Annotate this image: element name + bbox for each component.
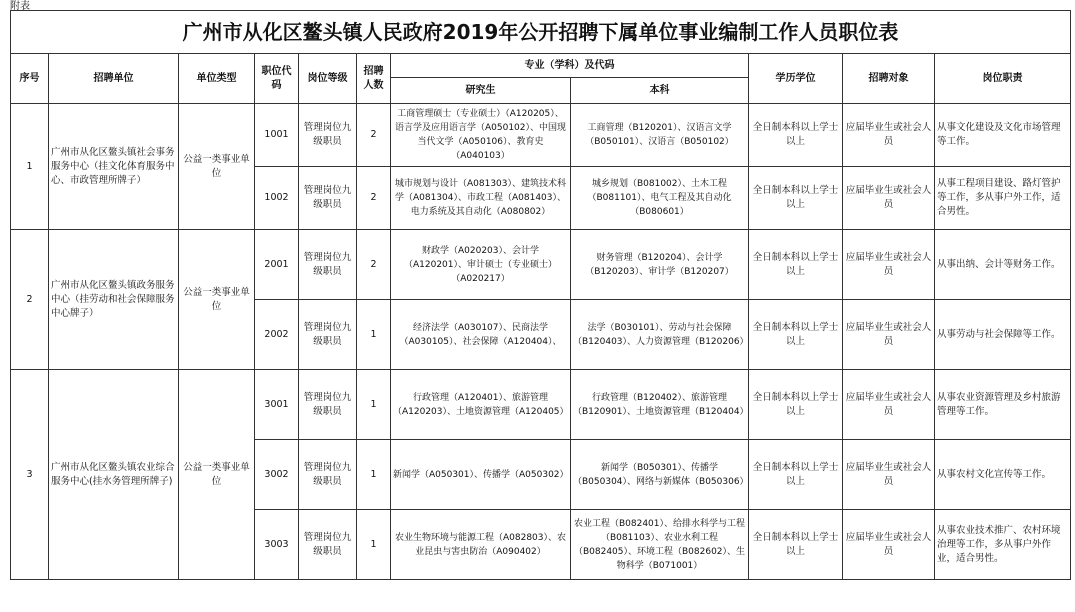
target-cell: 应届毕业生或社会人员 (843, 230, 935, 300)
header-unit: 招聘单位 (49, 54, 179, 104)
seq-cell: 2 (11, 230, 49, 370)
duty-cell: 从事工程项目建设、路灯管护等工作，多从事户外工作，适合男性。 (935, 167, 1071, 230)
code-cell: 2001 (255, 230, 299, 300)
count-cell: 2 (357, 167, 391, 230)
count-cell: 1 (357, 300, 391, 370)
table-row (11, 104, 1071, 167)
header-degree: 学历学位 (749, 54, 843, 104)
header-unit-type: 单位类型 (179, 54, 255, 104)
header-seq: 序号 (11, 54, 49, 104)
code-cell: 3003 (255, 510, 299, 580)
degree-cell: 全日制本科以上学士以上 (749, 104, 843, 167)
unit-cell: 广州市从化区鳌头镇农业综合服务中心(挂水务管理所牌子) (49, 370, 179, 580)
undergrad-cell: 新闻学（B050301）、传播学（B050304）、网络与新媒体（B050306） (571, 440, 749, 510)
count-cell: 1 (357, 440, 391, 510)
header-target: 招聘对象 (843, 54, 935, 104)
degree-cell: 全日制本科以上学士以上 (749, 230, 843, 300)
grad-cell: 城市规划与设计（A081303）、建筑技术科学（A081304）、市政工程（A081403）、电力系统及其自动化（A080802） (391, 167, 571, 230)
duty-cell: 从事文化建设及文化市场管理等工作。 (935, 104, 1071, 167)
target-cell: 应届毕业生或社会人员 (843, 370, 935, 440)
degree-cell: 全日制本科以上学士以上 (749, 370, 843, 440)
count-cell: 1 (357, 370, 391, 440)
unit-type-cell: 公益一类事业单位 (179, 370, 255, 580)
degree-cell: 全日制本科以上学士以上 (749, 300, 843, 370)
undergrad-cell: 行政管理（B120402）、旅游管理（B120901）、土地资源管理（B120404） (571, 370, 749, 440)
duty-cell: 从事农业资源管理及乡村旅游管理等工作。 (935, 370, 1071, 440)
duty-cell: 从事劳动与社会保障等工作。 (935, 300, 1071, 370)
undergrad-cell: 法学（B030101）、劳动与社会保障（B120403）、人力资源管理（B120206） (571, 300, 749, 370)
level-cell: 管理岗位九级职员 (299, 104, 357, 167)
unit-cell: 广州市从化区鳌头镇社会事务服务中心（挂文化体育服务中心、市政管理所牌子） (49, 104, 179, 230)
level-cell: 管理岗位九级职员 (299, 510, 357, 580)
level-cell: 管理岗位九级职员 (299, 440, 357, 510)
degree-cell: 全日制本科以上学士以上 (749, 440, 843, 510)
grad-cell: 财政学（A020203）、会计学（A120201）、审计硕士（专业硕士）（A020217） (391, 230, 571, 300)
grad-cell: 行政管理（A120401）、旅游管理（A120203）、土地资源管理（A120405） (391, 370, 571, 440)
level-cell: 管理岗位九级职员 (299, 230, 357, 300)
degree-cell: 全日制本科以上学士以上 (749, 510, 843, 580)
count-cell: 2 (357, 104, 391, 167)
position-table (10, 10, 1071, 580)
table-row (11, 230, 1071, 300)
target-cell: 应届毕业生或社会人员 (843, 300, 935, 370)
code-cell: 3001 (255, 370, 299, 440)
target-cell: 应届毕业生或社会人员 (843, 104, 935, 167)
page-title: 广州市从化区鳌头镇人民政府2019年公开招聘下属单位事业编制工作人员职位表 (11, 11, 1071, 54)
undergrad-cell: 工商管理（B120201）、汉语言文学（B050101）、汉语言（B050102） (571, 104, 749, 167)
level-cell: 管理岗位九级职员 (299, 300, 357, 370)
target-cell: 应届毕业生或社会人员 (843, 167, 935, 230)
undergrad-cell: 财务管理（B120204）、会计学（B120203）、审计学（B120207） (571, 230, 749, 300)
target-cell: 应届毕业生或社会人员 (843, 510, 935, 580)
table-row (11, 370, 1071, 440)
grad-cell: 农业生物环境与能源工程（A082803）、农业昆虫与害虫防治（A090402） (391, 510, 571, 580)
duty-cell: 从事出纳、会计等财务工作。 (935, 230, 1071, 300)
level-cell: 管理岗位九级职员 (299, 167, 357, 230)
grad-cell: 经济法学（A030107）、民商法学（A030105）、社会保障（A120404）、 (391, 300, 571, 370)
header-undergrad: 本科 (571, 78, 749, 104)
header-count: 招聘人数 (357, 54, 391, 104)
code-cell: 1002 (255, 167, 299, 230)
unit-type-cell: 公益一类事业单位 (179, 230, 255, 370)
header-code: 职位代码 (255, 54, 299, 104)
count-cell: 1 (357, 510, 391, 580)
unit-cell: 广州市从化区鳌头镇政务服务中心（挂劳动和社会保障服务中心牌子） (49, 230, 179, 370)
grad-cell: 新闻学（A050301）、传播学（A050302） (391, 440, 571, 510)
seq-cell: 3 (11, 370, 49, 580)
level-cell: 管理岗位九级职员 (299, 370, 357, 440)
duty-cell: 从事农村文化宣传等工作。 (935, 440, 1071, 510)
seq-cell: 1 (11, 104, 49, 230)
header-duty: 岗位职责 (935, 54, 1071, 104)
code-cell: 3002 (255, 440, 299, 510)
undergrad-cell: 农业工程（B082401）、给排水科学与工程（B081103）、农业水利工程（B082405）、环境工程（B082602）、生物科学（B071001） (571, 510, 749, 580)
appendix-label: 附表 (10, 1, 30, 12)
duty-cell: 从事农业技术推广、农村环境治理等工作，多从事户外作业，适合男性。 (935, 510, 1071, 580)
count-cell: 2 (357, 230, 391, 300)
code-cell: 1001 (255, 104, 299, 167)
code-cell: 2002 (255, 300, 299, 370)
unit-type-cell: 公益一类事业单位 (179, 104, 255, 230)
header-grad: 研究生 (391, 78, 571, 104)
degree-cell: 全日制本科以上学士以上 (749, 167, 843, 230)
header-major: 专业（学科）及代码 (391, 54, 749, 78)
grad-cell: 工商管理硕士（专业硕士）（A120205）、语言学及应用语言学（A050102）、中国现当代文学（A050106）、教育史（A040103） (391, 104, 571, 167)
target-cell: 应届毕业生或社会人员 (843, 440, 935, 510)
header-level: 岗位等级 (299, 54, 357, 104)
undergrad-cell: 城乡规划（B081002）、土木工程（B081101）、电气工程及其自动化（B080601） (571, 167, 749, 230)
